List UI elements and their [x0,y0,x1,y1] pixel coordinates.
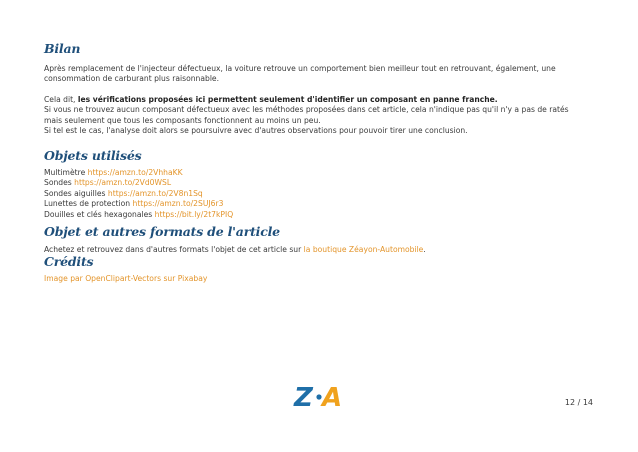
logo-letter-a: A [322,384,343,410]
product-link[interactable]: https://amzn.to/2Vd0WSL [74,178,172,188]
list-item: Douilles et clés hexagonales https://bit.ly/2t7kPIQ [44,209,234,219]
objets-list [44,168,604,220]
credits-link[interactable]: Image par OpenClipart-Vectors sur Pixabay [44,274,208,283]
section-title-objets: Objets utilisés [44,148,142,163]
section-title-credits: Crédits [44,254,94,269]
product-link[interactable]: https://amzn.to/2V8n1Sq [107,188,203,198]
shop-link[interactable]: la boutique Zéayon-Automobile [303,245,424,254]
logo-letter-z: Z [294,384,313,410]
product-link[interactable]: https://amzn.to/2VhhaKK [87,168,183,177]
section-title-objet-article: Objet et autres formats de l'article [44,224,280,239]
bilan-paragraph-2: Cela dit, les vérifications proposées ici permettent seulement d'identifier un composant en panne franche. Si vous ne trouvez aucun composant défectueux avec les méthodes proposées dans cet article, cela n'indique pas qu'il n'y a pas de ratés mais seulement que tous les composants fonctionnent au moins un peu. Si tel est le cas, l'analyse doit alors se poursuivre avec d'autres observations pour pouvoir tirer une conclusion. [44,95,569,136]
page-number: 12 / 14 [564,398,593,407]
logo-dot [316,394,321,399]
bilan-bold-statement: les vérifications proposées ici permettent seulement d'identifier un composant en panne franche. [77,95,498,104]
objet-article-text: Achetez et retrouvez dans d'autres formats l'objet de cet article sur la boutique Zéayon-Automobile. [44,245,426,254]
list-item: Lunettes de protection https://amzn.to/2SUJ6r3 [44,199,224,209]
section-title-bilan: Bilan [44,41,81,56]
product-link[interactable]: https://amzn.to/2SUJ6r3 [132,199,224,209]
bilan-paragraph-1: Après remplacement de l'injecteur défectueux, la voiture retrouve un comportement bien meilleur tout en retrouvant, également, une consommation de carburant plus raisonnable. [44,64,556,84]
list-item: Sondes aiguilles https://amzn.to/2V8n1Sq [44,188,203,198]
list-item: Sondes https://amzn.to/2Vd0WSL [44,178,172,188]
product-link[interactable]: https://bit.ly/2t7kPIQ [154,209,234,219]
za-logo [292,384,348,410]
list-item: Multimètre https://amzn.to/2VhhaKK [44,168,183,177]
credits-text [44,274,604,284]
